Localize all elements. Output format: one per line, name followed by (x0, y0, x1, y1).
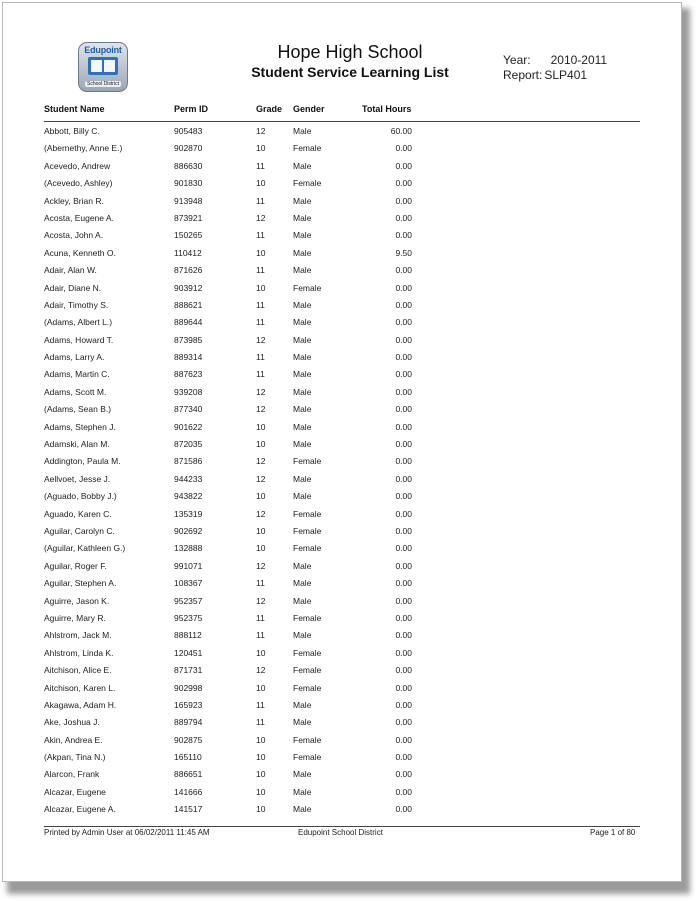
total-hours: 0.00 (395, 456, 412, 467)
total-hours: 0.00 (395, 786, 412, 797)
gender: Female (293, 143, 322, 154)
total-hours: 0.00 (395, 421, 412, 432)
perm-id: 913948 (174, 195, 203, 206)
table-row (0, 227, 700, 244)
perm-id: 141517 (174, 804, 203, 815)
table-row (0, 158, 700, 175)
gender: Female (293, 178, 322, 189)
gender: Male (293, 317, 312, 328)
table-row (0, 262, 700, 279)
student-name: Adams, Larry A. (44, 352, 105, 363)
total-hours: 0.00 (395, 804, 412, 815)
student-name: Alcazar, Eugene A. (44, 804, 116, 815)
grade: 11 (256, 299, 265, 310)
grade: 10 (256, 769, 266, 780)
gender: Female (293, 525, 322, 536)
col-header-gender: Gender (293, 104, 325, 114)
table-row (0, 645, 700, 662)
gender: Female (293, 647, 322, 658)
total-hours: 0.00 (395, 230, 412, 241)
student-name: Aitchison, Karen L. (44, 682, 116, 693)
total-hours: 0.00 (395, 647, 412, 658)
student-name: Alcazar, Eugene (44, 786, 106, 797)
table-row (0, 280, 700, 297)
gender: Male (293, 386, 312, 397)
gender: Male (293, 212, 312, 223)
perm-id: 873985 (174, 334, 203, 345)
gender: Female (293, 508, 322, 519)
student-name: Adair, Timothy S. (44, 299, 109, 310)
table-row (0, 575, 700, 592)
grade: 12 (256, 386, 266, 397)
student-name: Aguilar, Carolyn C. (44, 525, 115, 536)
table-row (0, 714, 700, 731)
total-hours: 0.00 (395, 352, 412, 363)
total-hours: 0.00 (395, 769, 412, 780)
footer-divider (44, 826, 640, 827)
grade: 11 (256, 265, 265, 276)
student-name: Aellvoet, Jesse J. (44, 473, 111, 484)
table-row (0, 349, 700, 366)
table-row (0, 680, 700, 697)
total-hours: 0.00 (395, 630, 412, 641)
perm-id: 150265 (174, 230, 203, 241)
gender: Male (293, 352, 312, 363)
perm-id: 901830 (174, 178, 203, 189)
grade: 11 (256, 195, 265, 206)
col-header-name: Student Name (44, 104, 105, 114)
gender: Male (293, 560, 312, 571)
total-hours: 0.00 (395, 404, 412, 415)
table-row (0, 175, 700, 192)
table-row (0, 506, 700, 523)
total-hours: 0.00 (395, 439, 412, 450)
grade: 10 (256, 439, 266, 450)
student-name: (Acevedo, Ashley) (44, 178, 113, 189)
perm-id: 944233 (174, 473, 203, 484)
grade: 10 (256, 491, 266, 502)
grade: 10 (256, 543, 266, 554)
table-row (0, 210, 700, 227)
table-row (0, 610, 700, 627)
total-hours: 0.00 (395, 386, 412, 397)
col-header-perm: Perm ID (174, 104, 209, 114)
perm-id: 141666 (174, 786, 203, 797)
table-row (0, 523, 700, 540)
gender: Female (293, 734, 322, 745)
gender: Male (293, 421, 312, 432)
gender: Male (293, 786, 312, 797)
grade: 12 (256, 334, 266, 345)
table-row (0, 384, 700, 401)
gender: Male (293, 247, 312, 258)
total-hours: 0.00 (395, 578, 412, 589)
gender: Male (293, 699, 312, 710)
perm-id: 132888 (174, 543, 203, 554)
gender: Male (293, 160, 312, 171)
table-row (0, 123, 700, 140)
table-row (0, 801, 700, 818)
gender: Male (293, 769, 312, 780)
grade: 12 (256, 508, 266, 519)
student-name: Acosta, John A. (44, 230, 104, 241)
total-hours: 0.00 (395, 543, 412, 554)
table-row (0, 245, 700, 262)
year-value: 2010-2011 (550, 53, 608, 67)
table-row (0, 314, 700, 331)
total-hours: 0.00 (395, 369, 412, 380)
student-name: Aitchison, Alice E. (44, 665, 112, 676)
student-name: (Adams, Albert L.) (44, 317, 113, 328)
grade: 12 (256, 126, 266, 136)
student-name: (Abernethy, Anne E.) (44, 143, 123, 154)
student-name: (Akpan, Tina N.) (44, 752, 106, 763)
gender: Male (293, 491, 312, 502)
table-row (0, 471, 700, 488)
total-hours: 0.00 (395, 473, 412, 484)
logo-subtitle: School District (85, 81, 121, 87)
student-name: (Aguado, Bobby J.) (44, 491, 117, 502)
perm-id: 886630 (174, 160, 203, 171)
total-hours: 0.00 (395, 317, 412, 328)
student-name: Adair, Alan W. (44, 265, 97, 276)
grade: 11 (256, 612, 265, 623)
table-row (0, 297, 700, 314)
grade: 12 (256, 560, 266, 571)
perm-id: 888112 (174, 630, 202, 641)
perm-id: 902875 (174, 734, 203, 745)
grade: 10 (256, 282, 266, 293)
grade: 12 (256, 665, 266, 676)
perm-id: 872035 (174, 439, 203, 450)
student-name: Acosta, Eugene A. (44, 212, 114, 223)
perm-id: 939208 (174, 386, 203, 397)
student-name: Adams, Stephen J. (44, 421, 116, 432)
grade: 10 (256, 786, 266, 797)
grade: 10 (256, 421, 266, 432)
total-hours: 0.00 (395, 212, 412, 223)
perm-id: 901622 (174, 421, 203, 432)
student-name: Alarcon, Frank (44, 769, 100, 780)
student-name: Acuna, Kenneth O. (44, 247, 116, 258)
total-hours: 0.00 (395, 752, 412, 763)
grade: 11 (256, 230, 265, 241)
student-name: Aguirre, Mary R. (44, 612, 106, 623)
printed-by: Printed by Admin User at 06/02/2011 11:45 AM (44, 828, 210, 837)
grade: 12 (256, 473, 266, 484)
gender: Male (293, 334, 312, 345)
gender: Female (293, 543, 322, 554)
table-row (0, 749, 700, 766)
grade: 10 (256, 752, 266, 763)
student-name: Akin, Andrea E. (44, 734, 103, 745)
table-row (0, 193, 700, 210)
table-row (0, 627, 700, 644)
perm-id: 871626 (174, 265, 203, 276)
total-hours: 9.50 (395, 247, 412, 258)
perm-id: 952357 (174, 595, 203, 606)
perm-id: 886651 (174, 769, 203, 780)
perm-id: 991071 (174, 560, 203, 571)
report-label: Report: (503, 68, 543, 82)
perm-id: 165110 (174, 752, 202, 763)
perm-id: 902870 (174, 143, 203, 154)
grade: 11 (256, 630, 265, 641)
grade: 11 (256, 352, 265, 363)
gender: Male (293, 473, 312, 484)
logo-brand-text: Edupoint (84, 45, 122, 55)
grade: 10 (256, 647, 266, 658)
page-number: Page 1 of 80 (590, 828, 636, 837)
grade: 10 (256, 804, 266, 815)
total-hours: 0.00 (395, 508, 412, 519)
student-name: Adair, Diane N. (44, 282, 102, 293)
student-table-body (0, 123, 700, 819)
col-header-grade: Grade (256, 104, 283, 114)
perm-id: 871586 (174, 456, 203, 467)
student-name: Akagawa, Adam H. (44, 699, 117, 710)
gender: Male (293, 369, 312, 380)
gender: Female (293, 456, 322, 467)
student-name: Ackley, Brian R. (44, 195, 104, 206)
gender: Male (293, 265, 312, 276)
table-row (0, 401, 700, 418)
table-row (0, 697, 700, 714)
perm-id: 889314 (174, 352, 203, 363)
perm-id: 903912 (174, 282, 203, 293)
grade: 10 (256, 178, 266, 189)
total-hours: 0.00 (395, 682, 412, 693)
grade: 12 (256, 456, 266, 467)
grade: 11 (256, 160, 265, 171)
gender: Female (293, 612, 322, 623)
perm-id: 165923 (174, 699, 203, 710)
grade: 10 (256, 247, 266, 258)
school-name: Hope High School (277, 42, 423, 62)
perm-id: 135319 (174, 508, 203, 519)
perm-id: 887623 (174, 369, 203, 380)
total-hours: 0.00 (395, 734, 412, 745)
total-hours: 0.00 (395, 595, 412, 606)
student-name: (Adams, Sean B.) (44, 404, 112, 415)
perm-id: 871731 (174, 665, 203, 676)
total-hours: 0.00 (395, 299, 412, 310)
perm-id: 110412 (174, 247, 202, 258)
total-hours: 0.00 (395, 699, 412, 710)
gender: Male (293, 404, 312, 415)
grade: 11 (256, 317, 265, 328)
total-hours: 0.00 (395, 612, 412, 623)
student-name: Addington, Paula M. (44, 456, 121, 467)
total-hours: 0.00 (395, 665, 412, 676)
perm-id: 952375 (174, 612, 203, 623)
perm-id: 889794 (174, 717, 203, 728)
grade: 10 (256, 734, 266, 745)
total-hours: 0.00 (395, 160, 412, 171)
grade: 10 (256, 143, 266, 154)
table-row (0, 488, 700, 505)
gender: Female (293, 682, 322, 693)
report-code: SLP401 (544, 68, 588, 82)
footer-district: Edupoint School District (298, 828, 383, 837)
table-row (0, 662, 700, 679)
student-name: Adamski, Alan M. (44, 439, 110, 450)
grade: 11 (256, 369, 265, 380)
student-name: Aguilar, Stephen A. (44, 578, 117, 589)
table-row (0, 140, 700, 157)
table-row (0, 784, 700, 801)
table-row (0, 419, 700, 436)
col-header-hours: Total Hours (362, 104, 412, 114)
gender: Male (293, 299, 312, 310)
table-row (0, 453, 700, 470)
total-hours: 0.00 (395, 334, 412, 345)
grade: 10 (256, 525, 266, 536)
grade: 11 (256, 717, 265, 728)
table-row (0, 540, 700, 557)
student-name: (Aguilar, Kathleen G.) (44, 543, 126, 554)
total-hours: 0.00 (395, 491, 412, 502)
table-row (0, 593, 700, 610)
header-divider (44, 121, 640, 122)
report-title: Student Service Learning List (251, 64, 449, 80)
student-name: Ake, Joshua J. (44, 717, 100, 728)
grade: 11 (256, 578, 265, 589)
perm-id: 902692 (174, 525, 203, 536)
student-name: Aguado, Karen C. (44, 508, 112, 519)
perm-id: 905483 (174, 126, 203, 136)
gender: Male (293, 578, 312, 589)
student-name: Ahlstrom, Linda K. (44, 647, 114, 658)
perm-id: 902998 (174, 682, 203, 693)
report-info (503, 68, 587, 82)
gender: Male (293, 126, 312, 136)
table-row (0, 732, 700, 749)
gender: Male (293, 595, 312, 606)
grade: 12 (256, 404, 266, 415)
perm-id: 873921 (174, 212, 203, 223)
total-hours: 0.00 (395, 178, 412, 189)
grade: 12 (256, 212, 266, 223)
student-name: Abbott, Billy C. (44, 126, 100, 136)
perm-id: 108367 (174, 578, 203, 589)
grade: 10 (256, 682, 266, 693)
gender: Female (293, 282, 322, 293)
student-name: Adams, Scott M. (44, 386, 107, 397)
student-name: Adams, Martin C. (44, 369, 110, 380)
table-row (0, 436, 700, 453)
table-row (0, 766, 700, 783)
total-hours: 0.00 (395, 265, 412, 276)
perm-id: 877340 (174, 404, 203, 415)
total-hours: 60.00 (390, 126, 412, 136)
grade: 11 (256, 699, 265, 710)
gender: Male (293, 230, 312, 241)
total-hours: 0.00 (395, 282, 412, 293)
total-hours: 0.00 (395, 717, 412, 728)
year-info (503, 53, 607, 67)
perm-id: 889644 (174, 317, 203, 328)
gender: Male (293, 804, 312, 815)
grade: 12 (256, 595, 266, 606)
table-row (0, 558, 700, 575)
total-hours: 0.00 (395, 143, 412, 154)
perm-id: 888621 (174, 299, 203, 310)
perm-id: 120451 (174, 647, 203, 658)
student-name: Ahlstrom, Jack M. (44, 630, 112, 641)
gender: Male (293, 195, 312, 206)
table-row (0, 366, 700, 383)
gender: Female (293, 752, 322, 763)
total-hours: 0.00 (395, 560, 412, 571)
gender: Male (293, 439, 312, 450)
student-name: Acevedo, Andrew (44, 160, 111, 171)
perm-id: 943822 (174, 491, 203, 502)
year-label: Year: (503, 53, 531, 67)
gender: Male (293, 717, 312, 728)
gender: Male (293, 630, 312, 641)
total-hours: 0.00 (395, 525, 412, 536)
total-hours: 0.00 (395, 195, 412, 206)
gender: Female (293, 665, 322, 676)
student-name: Aguirre, Jason K. (44, 595, 110, 606)
table-row (0, 332, 700, 349)
student-name: Adams, Howard T. (44, 334, 114, 345)
student-name: Aguilar, Roger F. (44, 560, 107, 571)
